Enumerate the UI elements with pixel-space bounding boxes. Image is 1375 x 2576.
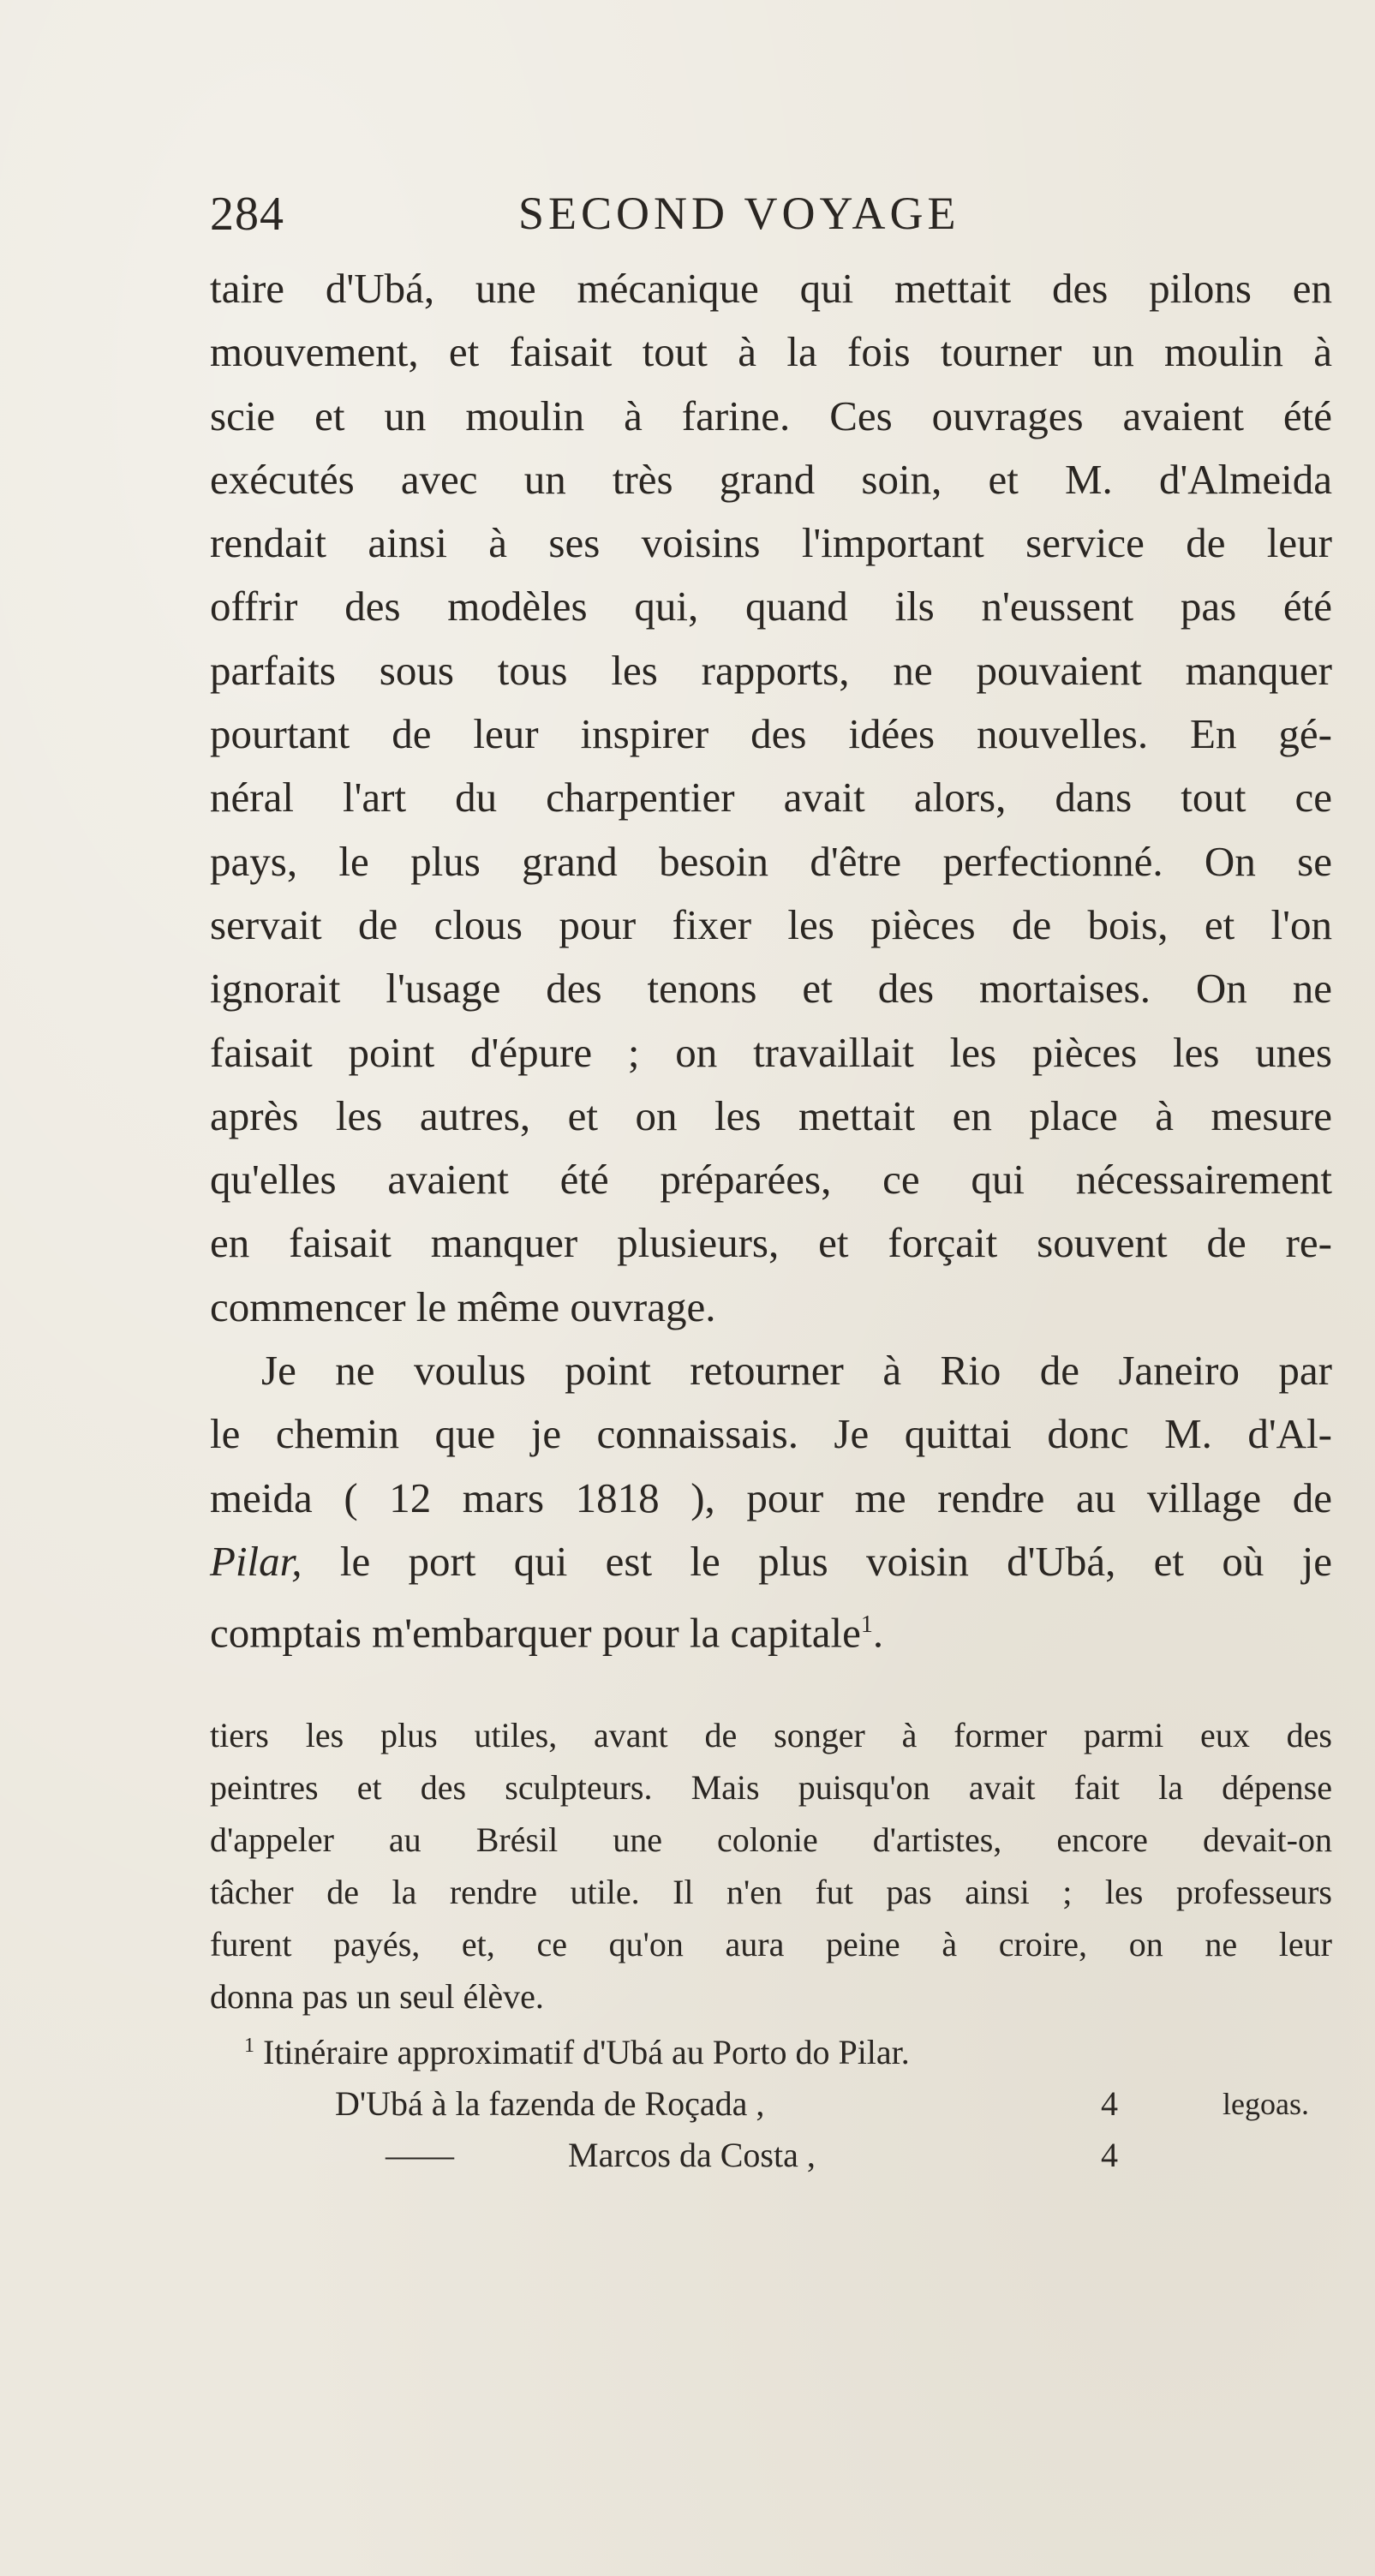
main-text	[210, 257, 1332, 1665]
ditto-dash: ——	[386, 2136, 454, 2174]
text-line: exécutés avec un très grand soin, et M. d'Almeida	[210, 455, 1332, 503]
note-line: peintres et des sculpteurs. Mais puisqu'on avait fait la dépense	[210, 1768, 1332, 1807]
footnote-heading-text: Itinéraire approximatif d'Ubá au Porto do Pilar.	[263, 2033, 910, 2071]
text-line: scie et un moulin à farine. Ces ouvrages avaient été	[210, 391, 1332, 439]
text-line: le chemin que je connaissais. Je quittai donc M. d'Al-	[210, 1410, 1332, 1458]
text-line: commencer le même ouvrage.	[210, 1282, 716, 1330]
text-line: ignorait l'usage des tenons et des mortaises. On ne	[210, 965, 1332, 1013]
text-line: parfaits sous tous les rapports, ne pouvaient manquer	[210, 646, 1332, 694]
text-line: offrir des modèles qui, quand ils n'eussent pas été	[210, 583, 1332, 631]
text-segment: .	[872, 1609, 884, 1657]
running-title: SECOND VOYAGE	[518, 188, 960, 239]
itinerary-row	[210, 2078, 1332, 2130]
text-line: meida ( 12 mars 1818 ), pour me rendre au village de	[210, 1473, 1332, 1521]
footnote-reference: 1	[860, 1611, 873, 1639]
itinerary-distance: 4	[1101, 2084, 1118, 2123]
footnote-itinerary	[210, 2020, 1332, 2181]
note-line: tiers les plus utiles, avant de songer à former parmi eux des	[210, 1716, 1332, 1754]
text-line: après les autres, et on les mettait en place à mesure	[210, 1091, 1332, 1139]
running-head	[210, 187, 1324, 247]
itinerary-row	[210, 2130, 1332, 2181]
text-line	[210, 1530, 1332, 1593]
text-line: faisait point d'épure ; on travaillait les pièces les unes	[210, 1028, 1332, 1076]
text-line	[210, 1593, 1332, 1665]
text-line: mouvement, et faisait tout à la fois tourner un moulin à	[210, 328, 1332, 376]
note-line: furent payés, et, ce qu'on aura peine à croire, on ne leur	[210, 1925, 1332, 1963]
text-line: néral l'art du charpentier avait alors, dans tout ce	[210, 774, 1332, 822]
text-line: servait de clous pour fixer les pièces de bois, et l'on	[210, 900, 1332, 948]
footnote-mark: 1	[244, 2035, 254, 2057]
text-line: qu'elles avaient été préparées, ce qui nécessairement	[210, 1156, 1332, 1204]
footnote-heading	[210, 2020, 1332, 2078]
page-number: 284	[210, 188, 284, 241]
previous-note-continuation	[210, 1709, 1332, 2023]
note-line: donna pas un seul élève.	[210, 1977, 544, 2016]
note-line: d'appeler au Brésil une colonie d'artistes, encore devait-on	[210, 1820, 1332, 1859]
text-line: rendait ainsi à ses voisins l'important service de leur	[210, 519, 1332, 567]
text-line: en faisait manquer plusieurs, et forçait souvent de re-	[210, 1219, 1332, 1267]
text-line: pays, le plus grand besoin d'être perfectionné. On se	[210, 837, 1332, 885]
text-segment: comptais m'embarquer pour la capitale	[210, 1609, 861, 1657]
text-line: taire d'Ubá, une mécanique qui mettait des pilons en	[210, 265, 1332, 312]
itinerary-place: Marcos da Costa ,	[568, 2136, 816, 2174]
text-line: Je ne voulus point retourner à Rio de Janeiro par	[261, 1347, 1332, 1395]
place-name-pilar: Pilar,	[210, 1537, 302, 1585]
text-line: pourtant de leur inspirer des idées nouvelles. En gé-	[210, 710, 1332, 758]
itinerary-distance: 4	[1101, 2136, 1118, 2174]
itinerary-unit: legoas.	[1223, 2087, 1309, 2121]
text-segment: le port qui est le plus voisin d'Ubá, et où je	[302, 1537, 1332, 1585]
itinerary-place: D'Ubá à la fazenda de Roçada ,	[335, 2084, 765, 2123]
note-line: tâcher de la rendre utile. Il n'en fut pas ainsi ; les professeurs	[210, 1873, 1332, 1911]
